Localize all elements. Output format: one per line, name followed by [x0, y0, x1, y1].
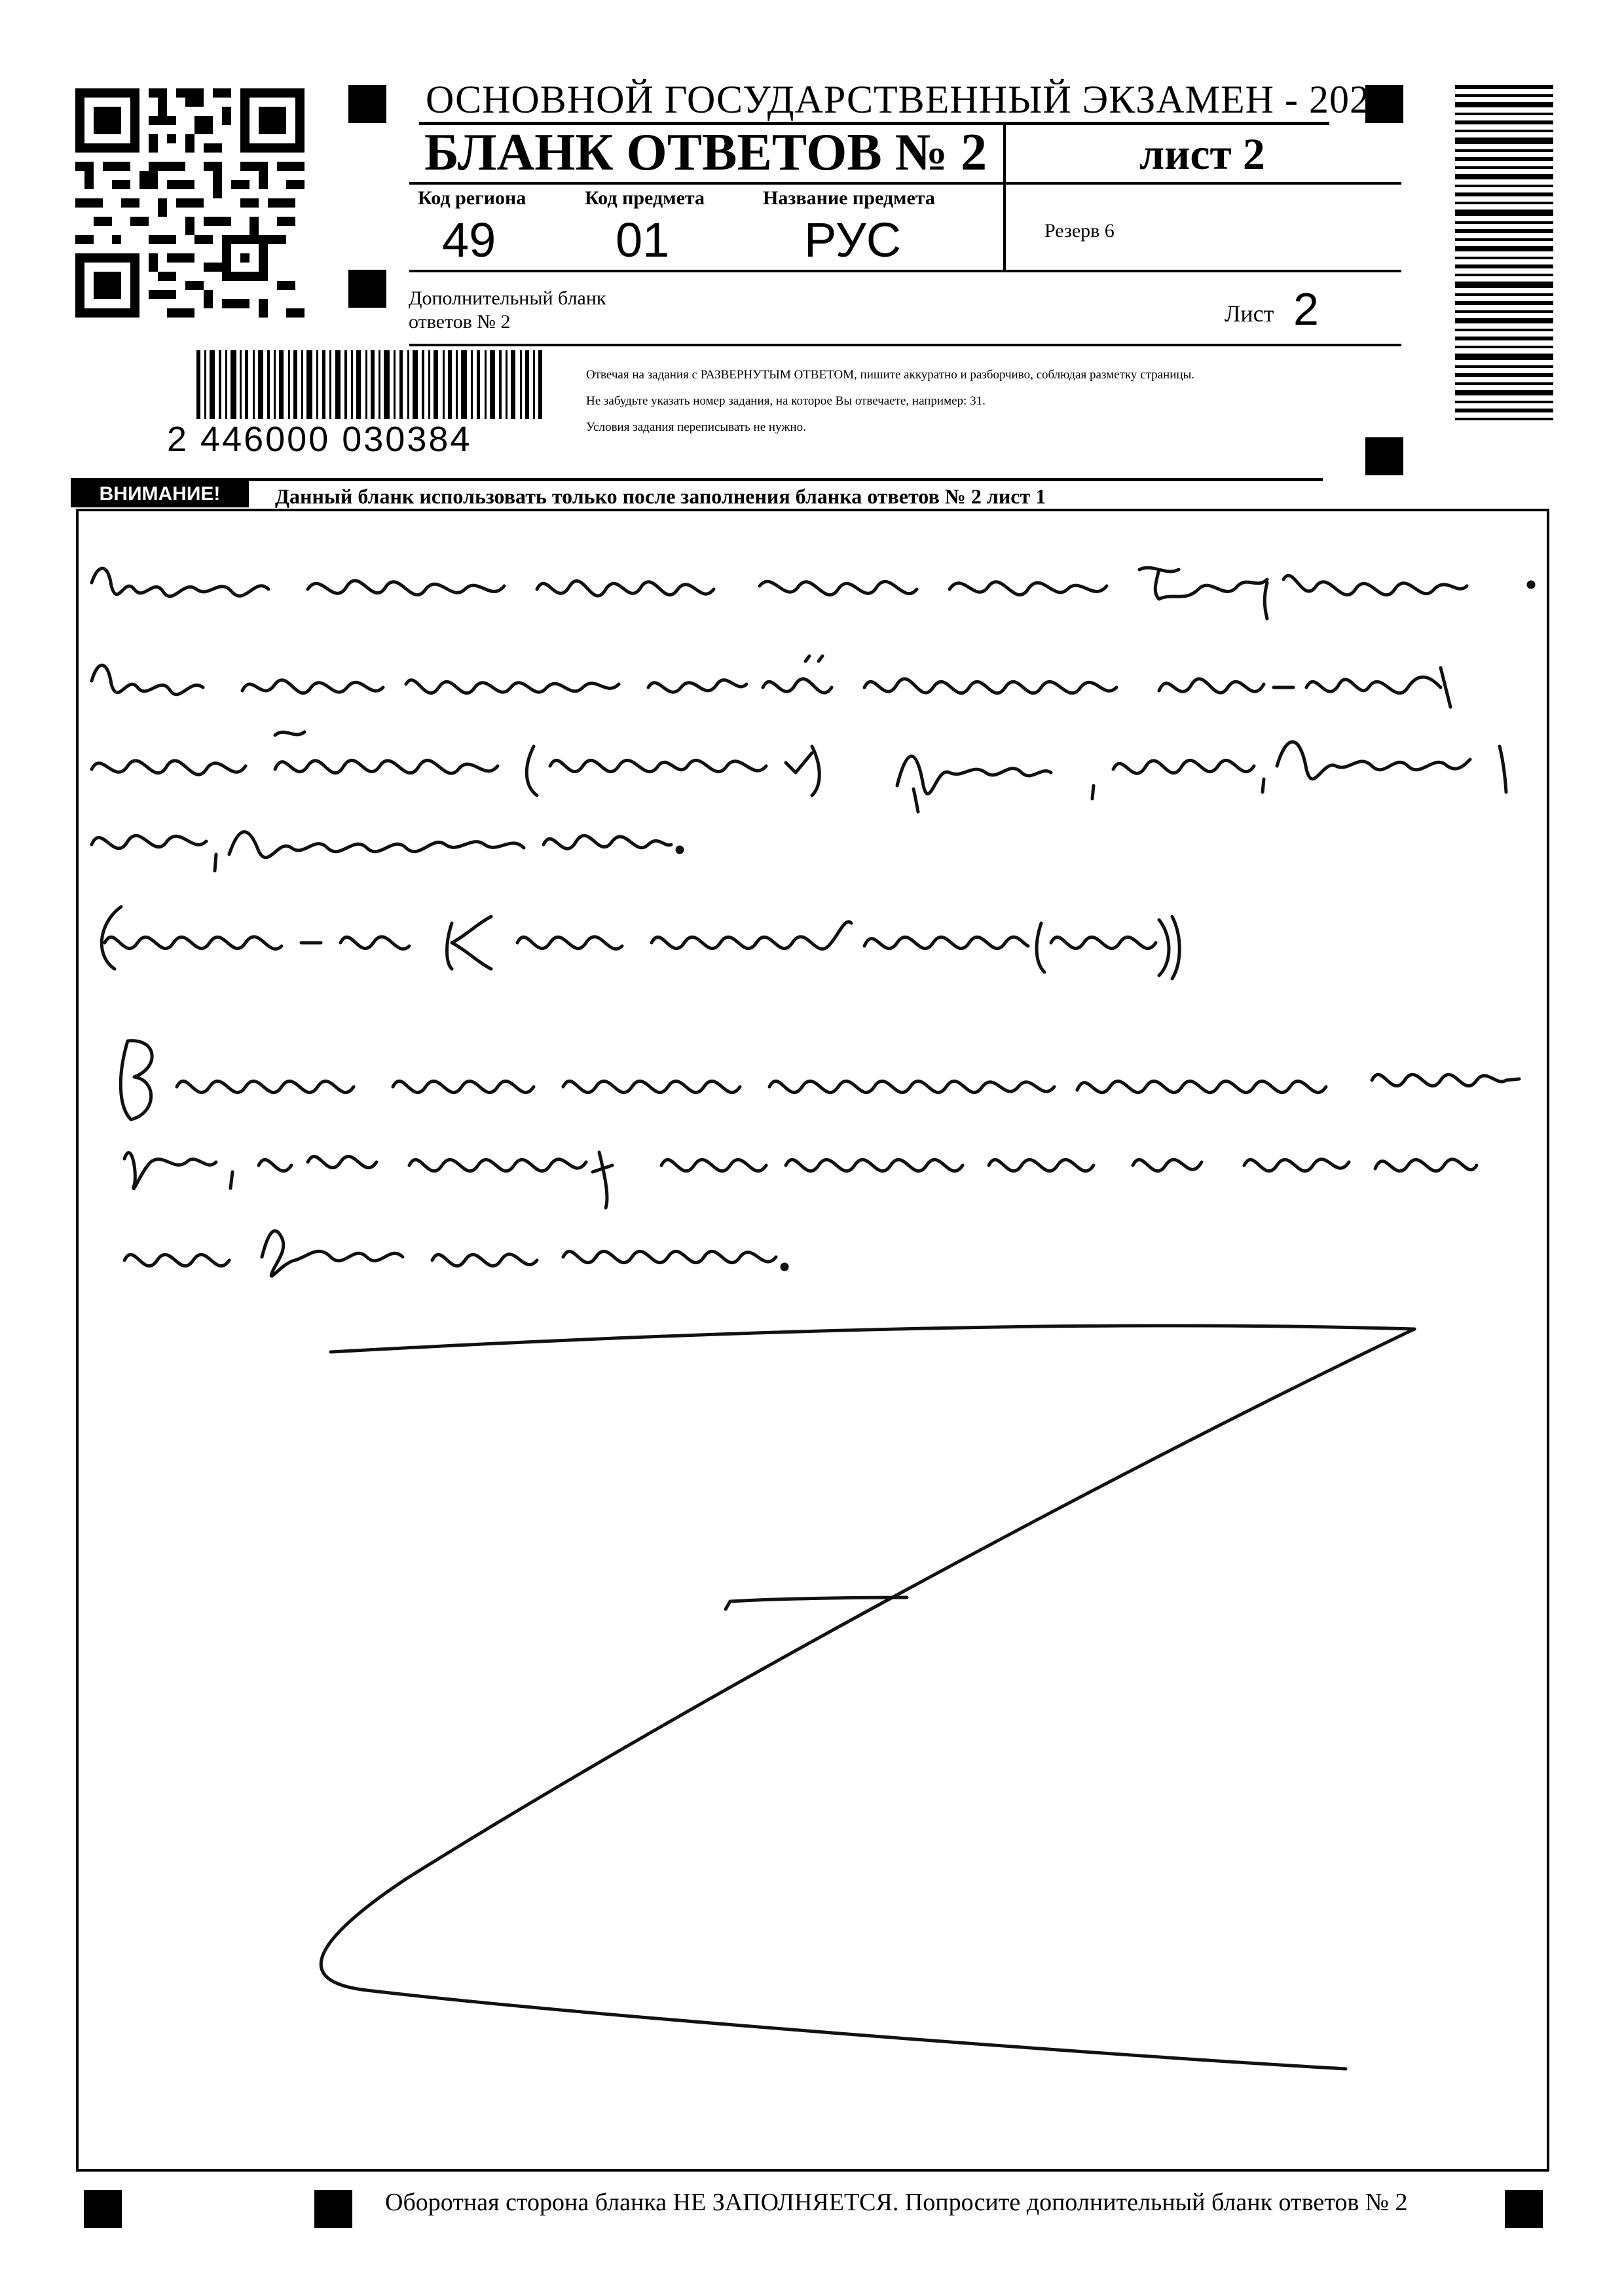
barcode-number: 2 446000 030384 [167, 420, 472, 459]
subject-code-label: Код предмета [585, 187, 705, 209]
attention-text: Данный бланк использовать только после заполнения бланка ответов № 2 лист 1 [275, 484, 1046, 508]
instruction-line: Не забудьте указать номер задания, на которое Вы отвечаете, например: 31. [586, 394, 986, 408]
attention-badge: ВНИМАНИЕ! [71, 481, 249, 507]
subject-name-label: Название предмета [763, 187, 935, 209]
list-label: Лист [1225, 301, 1274, 327]
reserve-label: Резерв 6 [1044, 220, 1115, 242]
instruction-line: Условия задания переписывать не нужно. [586, 420, 806, 434]
region-value: 49 [442, 213, 496, 267]
footer-note: Оборотная сторона бланка НЕ ЗАПОЛНЯЕТСЯ. Попросите дополнительный бланк ответов № 2 [385, 2189, 1408, 2216]
additional-blank-label: Дополнительный бланк ответов № 2 [409, 287, 606, 333]
sheet-title: лист 2 [1139, 129, 1265, 179]
subject-name-value: РУС [804, 213, 902, 267]
subject-code-value: 01 [616, 213, 670, 267]
list-value: 2 [1293, 283, 1319, 335]
instruction-line: Отвечая на задания с РАЗВЕРНУТЫМ ОТВЕТОМ, пишите аккуратно и разборчиво, соблюдая разметку страницы. [586, 368, 1195, 382]
exam-title: ОСНОВНОЙ ГОСУДАРСТВЕННЫЙ ЭКЗАМЕН - 2024 [426, 78, 1390, 121]
region-label: Код региона [418, 187, 526, 209]
blank-title: БЛАНК ОТВЕТОВ № 2 [424, 124, 987, 181]
